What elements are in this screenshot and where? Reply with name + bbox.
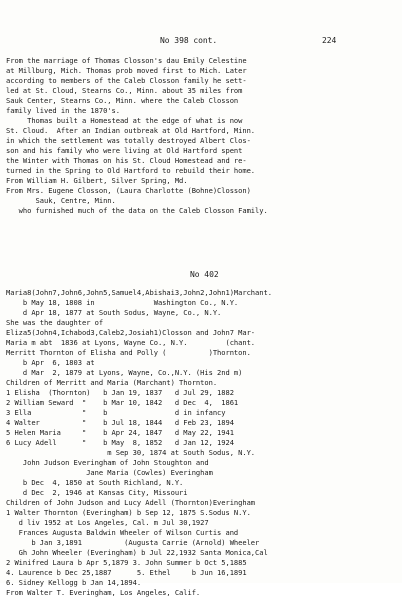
text-line: St. Cloud. After an Indian outbreak at Old Hartford, Minn. [6,126,256,135]
child-row: 5 Helen Maria " b Apr 24, 1847 d May 22, 1941 [6,428,234,437]
page-number: 224 [322,36,337,45]
text-line: Jane Maria (Cowles) Everingham [6,468,213,477]
child-row: 4 Walter " b Jul 18, 1844 d Feb 23, 1894 [6,418,234,427]
text-line: at Millburg, Mich. Thomas prob moved first to Mich. Later [6,66,247,75]
text-line: b Jan 3,1891 (Augusta Carrie (Arnold) Wheeler [6,538,260,547]
text-line: turned in the Spring to Old Hartford to rebuild their home. [6,166,256,175]
text-line: John Judson Everingham of John Stoughton and [6,458,209,467]
children-heading: Children of John Judson and Lucy Adell (Thornton)Everingham [6,498,256,507]
text-line: Maria m abt 1836 at Lyons, Wayne Co., N.Y. (chant. [6,338,256,347]
child-row: 1 Elisha (Thornton) b Jan 19, 1837 d Jul 29, 1882 [6,388,234,397]
text-line: the Winter with Thomas on his St. Cloud Homestead and re- [6,156,247,165]
text-line: family lived in the 1870's. [6,106,120,115]
record-number-heading: No 398 cont. [160,36,218,45]
text-line: b May 18, 1808 in Washington Co., N.Y. [6,298,239,307]
source-line: Sauk, Centre, Minn. [6,196,116,205]
narrative-paragraph [6,56,396,216]
source-line: From Mrs. Eugene Closson, (Laura Charlotte (Bohne)Closson) [6,186,251,195]
source-line: From William H. Gilbert, Silver Spring, Md. [6,176,188,185]
text-line: b Dec 4, 1850 at South Richland, N.Y. [6,478,184,487]
text-line: Sauk Center, Stearns Co., Minn. where the Caleb Closson [6,96,239,105]
genealogy-record [6,288,396,598]
child-row: 2 William Seward " b Mar 10, 1842 d Dec 4, 1861 [6,398,239,407]
page-header [0,36,402,48]
text-line: From the marriage of Thomas Closson's dau Emily Celestine [6,56,247,65]
text-line: according to members of the Caleb Closson family he sett- [6,76,247,85]
text-line: d Mar 2, 1879 at Lyons, Wayne, Co.,N.Y. (His 2nd m) [6,368,243,377]
text-line: Gh John Wheeler (Everingham) b Jul 22,1932 Santa Monica,Cal [6,548,268,557]
child-row: 6 Lucy Adell " b May 8, 1852 d Jan 12, 1924 [6,438,234,447]
text-line: Merritt Thornton of Elisha and Polly ( )Thornton. [6,348,251,357]
text-line: Thomas built a Homestead at the edge of what is now [6,116,243,125]
text-line: She was the daughter of [6,318,104,327]
text-line: d Dec 2, 1946 at Kansas City, Missouri [6,488,188,497]
text-line: m Sep 30, 1874 at South Sodus, N.Y. [6,448,256,457]
text-line: Eliza5(John4,Ichabod3,Caleb2,Josiah1)Closson and John7 Mar- [6,328,256,337]
children-heading: Children of Merritt and Maria (Marchant) Thornton. [6,378,218,387]
child-row: 1 Walter Thornton (Everingham) b Sep 12, 1875 S.Sodus N.Y. [6,508,251,517]
source-line: From Walter T. Everingham, Los Angeles, Calif. [6,588,201,597]
source-line: who furnished much of the data on the Caleb Closson Family. [6,206,268,215]
text-line: d liv 1952 at Los Angeles, Cal. m Jul 30,1927 [6,518,209,527]
subject-line: Maria8(John7,John6,John5,Samuel4,Abishai3,John2,John1)Marchant. [6,288,272,297]
text-line: led at St. Cloud, Stearns Co., Minn. about 35 miles from [6,86,243,95]
text-line: son and his family who were living at Old Hartford spent [6,146,243,155]
record-402-heading: No 402 [190,270,219,279]
text-line: in which the settlement was totally destroyed Albert Clos- [6,136,251,145]
text-line: Frances Augusta Baldwin Wheeler of Wilson Curtis and [6,528,239,537]
child-row: 2 Winifred Laura b Apr 5,1879 3. John Summer b Oct 5,1885 [6,558,247,567]
text-line: d Apr 18, 1877 at South Sodus, Wayne, Co., N.Y. [6,308,222,317]
text-line: b Apr 6, 1803 at [6,358,95,367]
child-row: 6. Sidney Kellogg b Jan 14,1894. [6,578,142,587]
child-row: 4. Laurence b Dec 25,1887 5. Ethel b Jun 16,1891 [6,568,247,577]
child-row: 3 Ella " b d in infancy [6,408,226,417]
